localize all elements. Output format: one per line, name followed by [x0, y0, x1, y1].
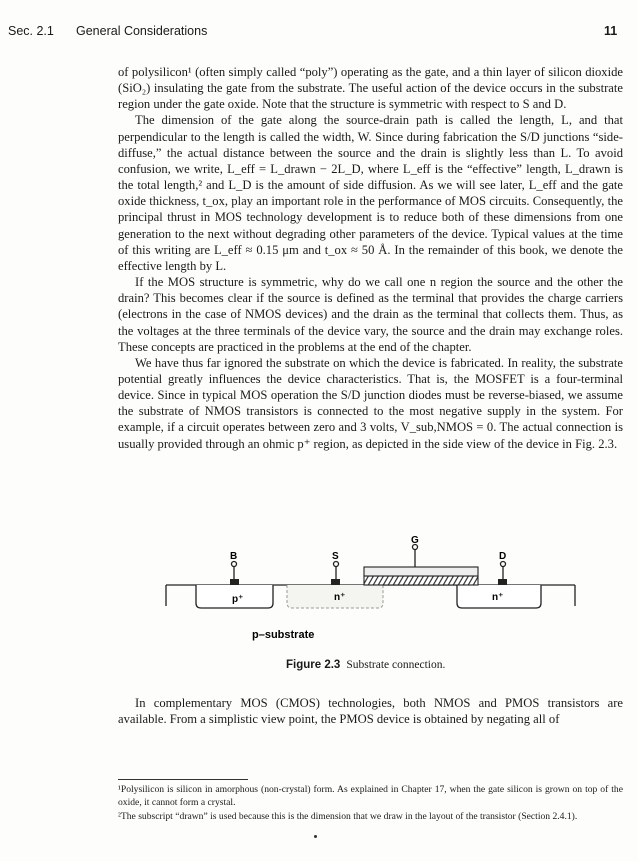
paragraph-5: In complementary MOS (CMOS) technologies, both NMOS and PMOS transistors are available. From a simplistic view point, the PMOS device is obtained by negating all of — [118, 696, 623, 727]
page-number: 11 — [604, 24, 618, 38]
terminal-s-label: S — [332, 551, 339, 562]
figure-caption — [286, 659, 445, 671]
paragraph-4: We have thus far ignored the substrate on which the device is fabricated. In reality, the substrate potential greatly influences the device characteristics. That is, the MOSFET is a four-terminal device. Since in typical MOS operation the S/D junction diodes must be reverse-biased, we assume the substrate of NMOS transistors is connected to the most negative supply in the system. For example, if a circuit operates between zero and 3 volts, V_sub,NMOS = 0. The actual connection is usually provided through an ohmic p⁺ region, as depicted in the side view of the device in Fig. 2.3. — [118, 355, 623, 451]
footnote-2: ²The subscript “drawn” is used because this is the dimension that we draw in the layout of the transistor (Section 2.4.1). — [118, 811, 578, 822]
figure-caption-text: Substrate connection. — [346, 659, 446, 671]
poly-gate — [364, 567, 478, 576]
figure-number: Figure 2.3 — [286, 659, 341, 671]
footnote-rule — [118, 779, 248, 780]
paragraph-3: If the MOS structure is symmetric, why do we call one n region the source and the other the drain? This becomes clear if the source is defined as the terminal that provides the charge carriers (electrons in the case of NMOS devices) and the drain as the terminal that collects them. Thus, as the voltages at the three terminals of the device vary, the source and the drain may exchange roles. These concepts are practiced in the problems at the end of the chapter. — [118, 275, 623, 354]
p-plus-label: p⁺ — [232, 594, 244, 605]
terminal-b-label: B — [230, 551, 238, 562]
terminal-d-label: D — [499, 551, 507, 562]
gate-oxide — [364, 576, 478, 585]
section-number: Sec. 2.1 — [8, 24, 54, 38]
terminal-g-label: G — [411, 535, 419, 546]
paragraph-1: of polysilicon¹ (often simply called “poly”) operating as the gate, and a thin layer of silicon dioxide (SiO₂) insulating the gate from the substrate. The useful action of the device occurs in the substrate region under the gate oxide. Note that the structure is symmetric with respect to S and D. — [118, 65, 623, 112]
body-text-continued — [118, 695, 623, 727]
n-plus-drain-label: n⁺ — [492, 592, 504, 603]
page-speck — [314, 835, 317, 838]
substrate-label: p–substrate — [252, 629, 315, 641]
n-plus-source-label: n⁺ — [334, 592, 346, 603]
paragraph-2: The dimension of the gate along the source-drain path is called the length, L, and that perpendicular to the length is called the width, W. Since during fabrication the S/D junctions “side-diffuse,” the actual distance between the source and the drain is slightly less than L. To avoid confusion, we write, L_eff = L_drawn − 2L_D, where L_eff is the “effective” length, L_drawn is the total length,² and L_D is the amount of side diffusion. As we will see later, L_eff and the gate oxide thickness, t_ox, play an important role in the performance of MOS circuits. Consequently, the principal thrust in MOS technology development is to reduce both of these dimensions from one generation to the next without degrading other parameters of the device. Typical values at the time of this writing are L_eff ≈ 0.15 μm and t_ox ≈ 50 Å. In the remainder of this book, we denote the effective length by L. — [118, 113, 623, 273]
running-title: General Considerations — [76, 24, 208, 38]
footnote-1: ¹Polysilicon is silicon in amorphous (non-crystal) form. As explained in Chapter 17, when the gate silicon is grown on top of the oxide, it cannot form a crystal. — [118, 784, 623, 808]
